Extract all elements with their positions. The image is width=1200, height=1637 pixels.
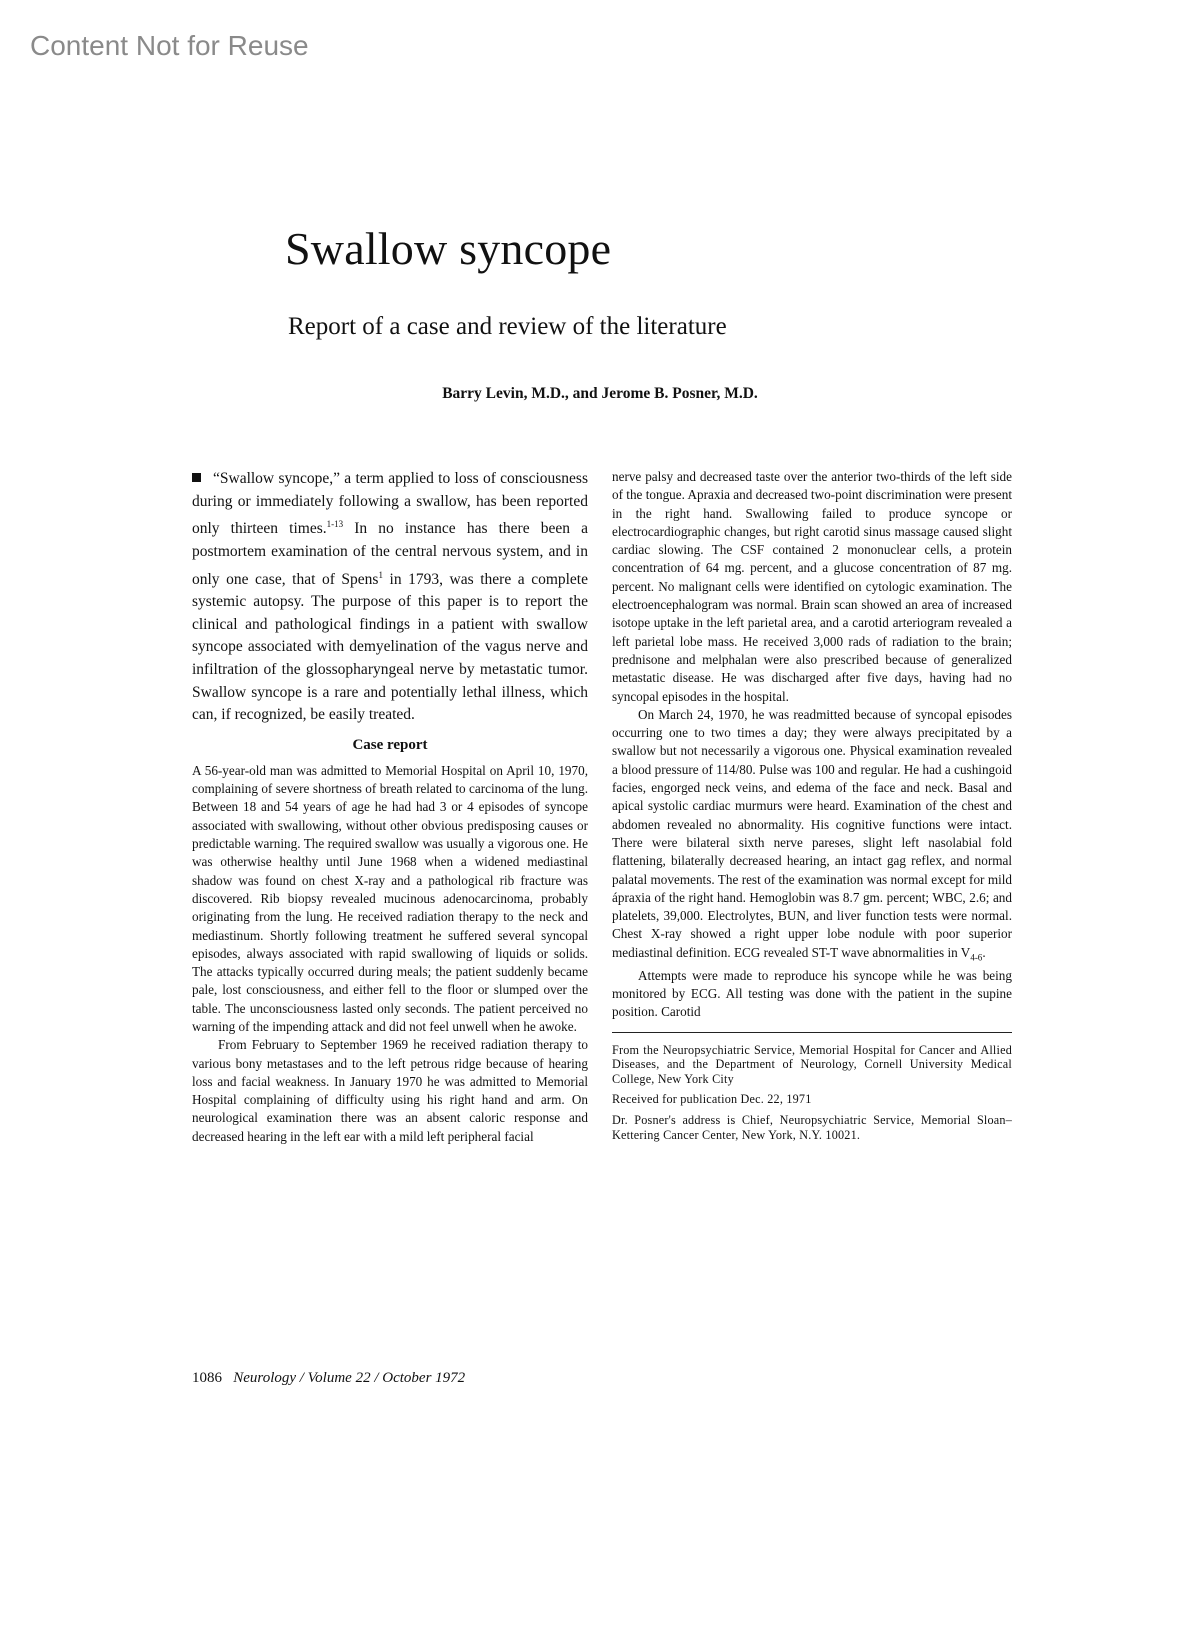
footnote-affiliation: From the Neuropsychiatric Service, Memorial Hospital for Cancer and Allied Diseases, and the Department of Neurology, Cornell University Medical College, New York City [612, 1042, 1012, 1086]
lead-subscript: 4-6 [970, 952, 983, 963]
article-title: Swallow syncope [285, 223, 612, 274]
bullet-icon [192, 473, 201, 482]
citation-range: 1-13 [326, 519, 344, 530]
case-paragraph-5: Attempts were made to reproduce his syncope while he was being monitored by ECG. All testing was done with the patient in the supine position. Carotid [612, 967, 1012, 1020]
right-column [612, 468, 1012, 1148]
case-paragraph-4 [612, 706, 1012, 967]
page-number: 1086 [192, 1370, 222, 1386]
case-paragraph-2: From February to September 1969 he received radiation therapy to various bony metastases and to the left petrous ridge because of hearing loss and facial weakness. In January 1970 he was admitted to Memorial Hospital complaining of difficulty using his right hand and arm. On neurological examination there was an absent caloric response and decreased hearing in the left ear with a mild left peripheral facial [192, 1037, 588, 1144]
intro-text-a: “Swallow syncope,” a term applied to loss of consciousness during or immediately following a swallow, has been reported only thirteen times. [192, 470, 588, 538]
left-column [192, 468, 588, 1146]
watermark: Content Not for Reuse [30, 30, 309, 61]
case-paragraph-4-text: On March 24, 1970, he was readmitted because of syncopal episodes occurring one to two times a day; they were always precipitated by a swallow but not necessarily a vigorous one. Physical examination revealed a blood pressure of 114/80. Pulse was 100 and regular. He had a cushingoid facies, engorged neck veins, and edema of the face and neck. Basal and apical systolic cardiac murmurs were heard. Examination of the chest and abdomen revealed no abnormality. His cognitive functions were intact. There were bilateral sixth nerve pareses, slight left nasolabial fold flattening, bilaterally decreased hearing, an intact gag reflex, and normal palatal movements. The rest of the examination was normal except for mild ápraxia of the right hand. Hemoglobin was 8.7 gm. percent; WBC, 2.6; and platelets, 39,000. Electrolytes, BUN, and liver function tests were normal. Chest X-ray showed a right upper lobe nodule with poor superior mediastinal definition. ECG revealed ST-T wave abnormalities in V [612, 706, 1012, 960]
footnote-address: Dr. Posner's address is Chief, Neuropsychiatric Service, Memorial Sloan–Kettering Cancer Center, New York, N.Y. 10021. [612, 1112, 1012, 1142]
authors: Barry Levin, M.D., and Jerome B. Posner, M.D. [442, 385, 758, 402]
footnote-divider [612, 1032, 1012, 1033]
citation-spens: 1 [378, 569, 383, 580]
footnote-received: Received for publication Dec. 22, 1971 [612, 1092, 812, 1107]
case-paragraph-4-end: . [982, 944, 986, 960]
intro-paragraph [192, 468, 588, 727]
article-subtitle: Report of a case and review of the literature [288, 313, 727, 340]
section-heading-case-report: Case report [352, 736, 428, 753]
journal-citation: Neurology / Volume 22 / October 1972 [233, 1370, 466, 1386]
intro-text-c: in 1793, was there a complete systemic autopsy. The purpose of this paper is to report the clinical and pathological findings in a patient with swallow syncope associated with demyelination of the vagus nerve and infiltration of the glossopharyngeal nerve by metastatic tumor. Swallow syncope is a rare and potentially lethal illness, which can, if recognized, be easily treated. [192, 570, 588, 724]
intro-text-b: In no instance has there been a postmortem examination of the central nervous system, and in only one case, that of Spens [192, 520, 588, 588]
page-footer [192, 1370, 465, 1387]
case-paragraph-3: nerve palsy and decreased taste over the anterior two-thirds of the left side of the tongue. Apraxia and decreased two-point discrimination were present in the right hand. Swallowing failed to produce syncope or electrocardiographic changes, but right carotid sinus massage caused slight cardiac slowing. The CSF contained 2 mononuclear cells, a protein concentration of 64 mg. percent, and a glucose concentration of 87 mg. percent. No malignant cells were identified on cytologic examination. The electroencephalogram was normal. Brain scan showed an area of increased isotope uptake in the left parietal area, and a carotid arteriogram revealed a left parietal lobe mass. He received 3,000 rads of radiation to the brain; prednisone and melphalan were also prescribed because of generalized metastatic disease. He was discharged after five days, having had no syncopal episodes in the hospital. [612, 469, 1012, 704]
case-paragraph-1: A 56-year-old man was admitted to Memorial Hospital on April 10, 1970, complaining of severe shortness of breath related to carcinoma of the lung. Between 18 and 54 years of age he had had 3 or 4 episodes of syncope associated with swallowing, without other obvious predisposing causes or predictable warning. The required swallow was usually a vigorous one. He was otherwise healthy until June 1968 when a widened mediastinal shadow was found on chest X-ray and a pathological rib fracture was discovered. Rib biopsy revealed mucinous adenocarcinoma, probably originating from the lung. He received radiation therapy to the neck and mediastinum. Shortly following treatment he suffered several syncopal episodes, always associated with rapid swallowing of liquids or solids. The attacks typically occurred during meals; the patient suddenly became pale, lost consciousness, and either fell to the floor or slumped over the table. The unconsciousness lasted only seconds. The patient perceived no warning of the impending attack and did not feel unwell when he awoke. [192, 762, 588, 1034]
